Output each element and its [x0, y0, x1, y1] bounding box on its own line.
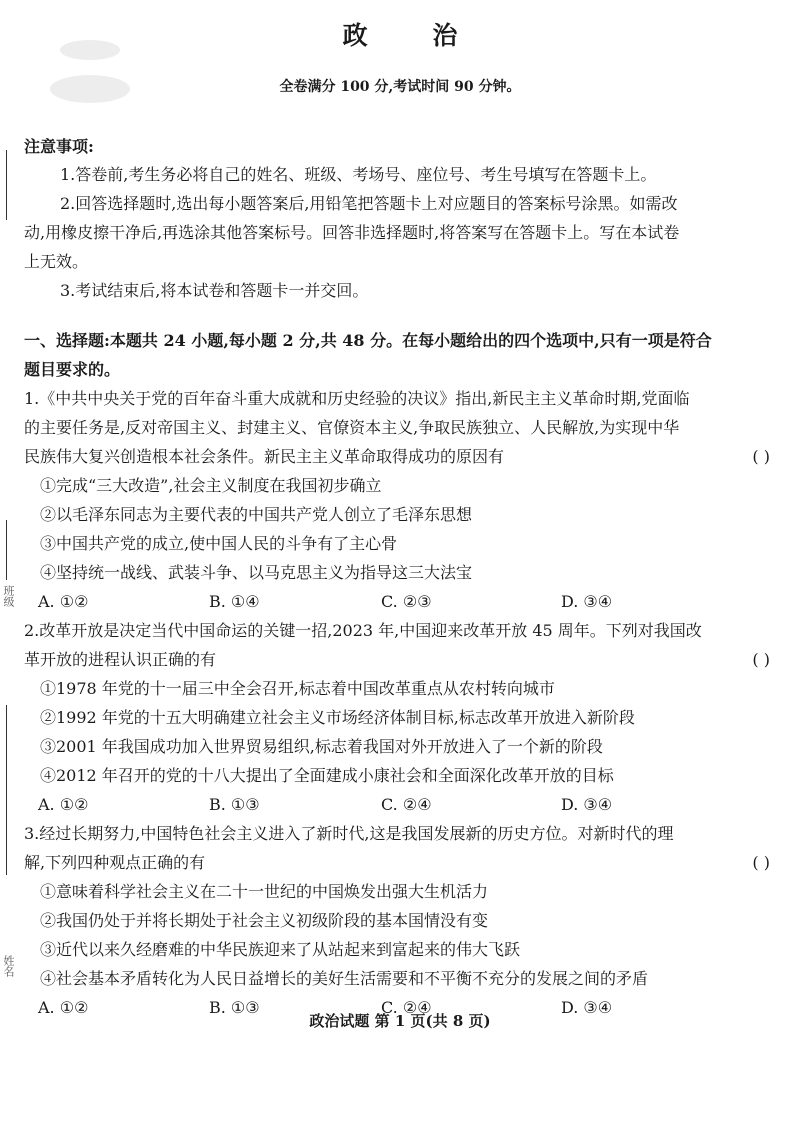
question-stem: 的主要任务是,反对帝国主义、封建主义、官僚资本主义,争取民族独立、人民解放,为实现中华 — [24, 418, 680, 437]
page-footer: 政治试题 第 1 页(共 8 页) — [309, 1012, 491, 1030]
choice-a: A. ①② — [38, 592, 89, 611]
choice-c: C. ②④ — [381, 998, 432, 1017]
question-stem: 1.《中共中央关于党的百年奋斗重大成就和历史经验的决议》指出,新民主主义革命时期,党面临 — [24, 389, 690, 408]
binding-margin-label-class: 班级 — [2, 585, 15, 607]
question-stem: 3.经过长期努力,中国特色社会主义进入了新时代,这是我国发展新的历史方位。对新时代的理 — [24, 824, 674, 843]
statement-option: ③中国共产党的成立,使中国人民的斗争有了主心骨 — [40, 534, 398, 553]
statement-option: ④坚持统一战线、武装斗争、以马克思主义为指导这三大法宝 — [40, 563, 473, 582]
page-title: 政 治 — [342, 21, 486, 50]
statement-option: ④2012 年召开的党的十八大提出了全面建成小康社会和全面深化改革开放的目标 — [40, 766, 614, 785]
question-stem-tail — [24, 442, 776, 471]
notice-line: 上无效。 — [24, 252, 89, 271]
section-heading: 题目要求的。 — [24, 360, 121, 379]
notice-line: 3.考试结束后,将本试卷和答题卡一并交回。 — [60, 281, 369, 300]
statement-option: ③近代以来久经磨难的中华民族迎来了从站起来到富起来的伟大飞跃 — [40, 940, 521, 959]
question-stem: 民族伟大复兴创造根本社会条件。新民主主义革命取得成功的原因有 — [24, 447, 505, 466]
choice-d: D. ③④ — [561, 795, 613, 814]
statement-option: ①完成“三大改造”,社会主义制度在我国初步确立 — [40, 476, 382, 495]
answer-blank: ( ) — [752, 650, 770, 669]
choice-section — [24, 326, 776, 1022]
statement-option: ②以毛泽东同志为主要代表的中国共产党人创立了毛泽东思想 — [40, 505, 473, 524]
choice-d: D. ③④ — [561, 998, 613, 1017]
statement-option: ②1992 年党的十五大明确建立社会主义市场经济体制目标,标志改革开放进入新阶段 — [40, 708, 635, 727]
question-stem: 2.改革开放是决定当代中国命运的关键一招,2023 年,中国迎来改革开放 45 周年。下列对我国改 — [24, 621, 702, 640]
exam-info: 全卷满分 100 分,考试时间 90 分钟。 — [279, 79, 521, 95]
choice-a: A. ①② — [38, 795, 89, 814]
answer-blank: ( ) — [752, 853, 770, 872]
choice-b: B. ①④ — [209, 592, 260, 611]
question-stem-tail — [24, 645, 776, 674]
answer-choices — [24, 587, 776, 616]
choice-a: A. ①② — [38, 998, 89, 1017]
statement-option: ②我国仍处于并将长期处于社会主义初级阶段的基本国情没有变 — [40, 911, 489, 930]
question-2 — [24, 616, 776, 819]
question-stem: 革开放的进程认识正确的有 — [24, 650, 217, 669]
notice-line: 动,用橡皮擦干净后,再选涂其他答案标号。回答非选择题时,将答案写在答题卡上。写在本试卷 — [24, 223, 680, 242]
section-heading: 一、选择题:本题共 24 小题,每小题 2 分,共 48 分。在每小题给出的四个选项中,只有一项是符合 — [24, 331, 712, 350]
choice-c: C. ②③ — [381, 592, 432, 611]
binding-margin-line — [6, 150, 7, 220]
binding-margin-line — [6, 705, 7, 875]
choice-b: B. ①③ — [209, 795, 260, 814]
notice-line: 2.回答选择题时,选出每小题答案后,用铅笔把答题卡上对应题目的答案标号涂黑。如需改 — [60, 194, 678, 213]
notice-block — [24, 134, 776, 305]
statement-option: ①意味着科学社会主义在二十一世纪的中国焕发出强大生机活力 — [40, 882, 489, 901]
choice-d: D. ③④ — [561, 592, 613, 611]
binding-margin-label-name: 姓名 — [2, 955, 15, 977]
binding-margin-line — [6, 520, 7, 580]
choice-c: C. ②④ — [381, 795, 432, 814]
statement-option: ①1978 年党的十一届三中全会召开,标志着中国改革重点从农村转向城市 — [40, 679, 555, 698]
answer-choices — [24, 790, 776, 819]
question-stem-tail — [24, 848, 776, 877]
notice-title: 注意事项: — [24, 137, 94, 156]
statement-option: ④社会基本矛盾转化为人民日益增长的美好生活需要和不平衡不充分的发展之间的矛盾 — [40, 969, 649, 988]
notice-line: 1.答卷前,考生务必将自己的姓名、班级、考场号、座位号、考生号填写在答题卡上。 — [60, 165, 657, 184]
question-1 — [24, 384, 776, 616]
choice-b: B. ①③ — [209, 998, 260, 1017]
statement-option: ③2001 年我国成功加入世界贸易组织,标志着我国对外开放进入了一个新的阶段 — [40, 737, 603, 756]
answer-blank: ( ) — [752, 447, 770, 466]
question-stem: 解,下列四种观点正确的有 — [24, 853, 206, 872]
question-3 — [24, 819, 776, 1022]
